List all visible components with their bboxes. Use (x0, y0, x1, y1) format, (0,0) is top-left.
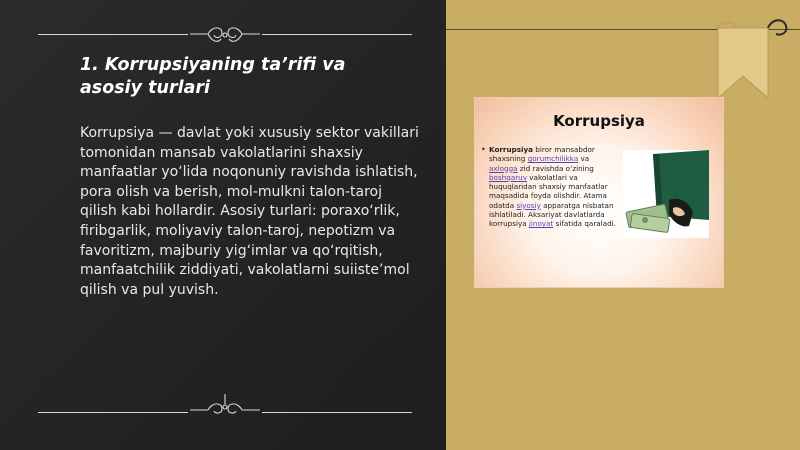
card-link[interactable]: siyosiy (516, 200, 541, 210)
embedded-slide-card (475, 98, 723, 287)
card-text-part: zid ravishda oʻzining (517, 163, 594, 173)
top-ornament-icon (188, 24, 262, 46)
card-text-part: sifatida qaraladi. (553, 219, 616, 229)
card-text-part: va (578, 154, 590, 164)
slide-paragraph: Korrupsiya — davlat yoki xususiy sektor vakillari tomonidan mansab vakolatlarini shaxsiy manfaatlar yo‘lida noqonuniy ravishda ishlatish, pora olish va berish, mol-mulkni talon-taroj qilish kabi hollardir. Asosiy turlari: poraxo‘rlik, firibgarlik, moliyaviy talon-taroj, nepotizm va favoritizm, majburiy yig‘imlar va qo‘rqitish, manfaatchilik ziddiyati, vakolatlarni suiiste’mol qilish va pul yuvish. (80, 125, 419, 298)
card-title: Korrupsiya (553, 112, 645, 130)
card-link[interactable]: axlogga (489, 163, 518, 173)
money-handshake-icon (623, 150, 709, 238)
card-text (481, 145, 619, 229)
top-rule-left (38, 34, 188, 35)
card-term: Korrupsiya (489, 145, 534, 154)
slide-heading: 1. Korrupsiyaning ta’rifi va asosiy turlari (80, 55, 346, 98)
card-link[interactable]: boshqaruv (489, 172, 527, 182)
bottom-rule-right (262, 412, 412, 413)
card-text-part: biror mansabdor shaxsning (489, 145, 595, 164)
card-text-part: vakolatlari va huquqlaridan shaxsiy manfaatlar maqsadida foyda olishdir. Atama odatda (489, 172, 608, 210)
bottom-rule-left (38, 412, 188, 413)
card-text-part: apparatga nisbatan ishlatiladi. Aksariyat davlatlarda korrupsiya (489, 200, 614, 229)
bookmark-ribbon-icon (712, 18, 792, 100)
card-link[interactable]: jinoyat (528, 219, 554, 229)
bullet-marker: • (481, 145, 486, 154)
top-rule-right (262, 34, 412, 35)
bottom-ornament-icon (188, 390, 262, 414)
card-link[interactable]: gorumchilikka (527, 154, 579, 164)
